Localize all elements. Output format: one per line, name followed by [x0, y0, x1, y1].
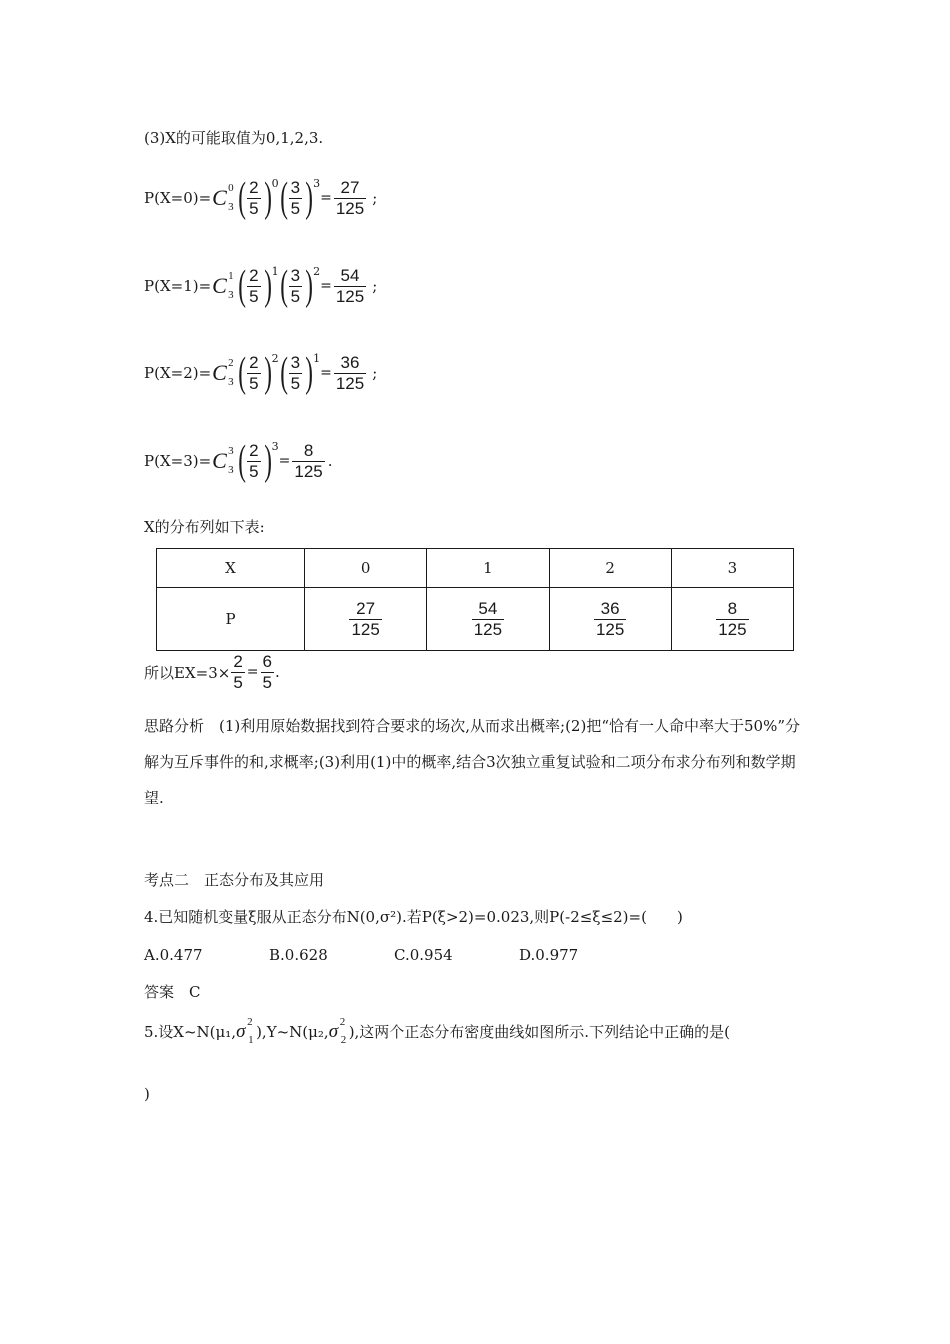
intro-line: (3)X的可能取值为0,1,2,3. [144, 129, 324, 147]
table-cell: 0 [305, 549, 427, 588]
table-cell: $\frac{27}{125}$ [305, 588, 427, 651]
prob-x2: P(X=2)= C 2 3 ( $\frac{2}{5}$ ) 2 ( $\frac{3}{5}$ ) 1 = $\frac{36}{125}$ ; [144, 350, 378, 396]
combination: C 0 3 [212, 182, 234, 213]
q4-option-a: A.0.477 [144, 946, 203, 964]
expectation-line: 所以EX=3× $\frac{2}{5}$ = $\frac{6}{5}$ . [144, 651, 280, 692]
paren-group: ( $\frac{3}{5}$ ) 3 [279, 175, 321, 221]
table-cell: $\frac{36}{125}$ [549, 588, 671, 651]
fraction: $\frac{3}{5}$ [290, 265, 301, 306]
fraction: $\frac{3}{5}$ [290, 177, 301, 218]
q4-option-b: B.0.628 [269, 946, 328, 964]
table-cell: $\frac{54}{125}$ [427, 588, 549, 651]
fraction: $\frac{2}{5}$ [249, 265, 259, 306]
table-row [157, 549, 794, 588]
prob-label: P(X=3)= [144, 452, 212, 470]
sigma-2: σ 2 2 [328, 1016, 347, 1046]
combination: C 3 3 [212, 445, 234, 476]
paren-group: ( $\frac{2}{5}$ ) 2 [238, 350, 279, 396]
fraction: $\frac{3}{5}$ [290, 352, 301, 393]
paren-group: ( $\frac{2}{5}$ ) 3 [238, 438, 279, 484]
result-fraction: $\frac{27}{125}$ [335, 177, 365, 218]
prob-x1: P(X=1)= C 1 3 ( $\frac{2}{5}$ ) 1 ( $\frac{3}{5}$ ) 2 = $\frac{54}{125}$ ; [144, 263, 378, 309]
combination: C 2 3 [212, 357, 234, 388]
fraction: $\frac{2}{5}$ [249, 440, 259, 481]
analysis-paragraph: 思路分析 (1)利用原始数据找到符合要求的场次,从而求出概率;(2)把“恰有一人命中率大于50%”分解为互斥事件的和,求概率;(3)利用(1)中的概率,结合3次独立重复试验和二项分布求分布列和数学期望. [144, 717, 800, 807]
sigma-1: σ 2 1 [236, 1016, 254, 1046]
combination: C 1 3 [212, 270, 234, 301]
prob-x3: P(X=3)= C 3 3 ( $\frac{2}{5}$ ) 3 = $\frac{8}{125}$ . [144, 438, 333, 484]
q5-close-paren: ) [144, 1085, 150, 1103]
result-fraction: $\frac{54}{125}$ [335, 265, 365, 306]
table-cell: $\frac{8}{125}$ [671, 588, 793, 651]
fraction: $\frac{2}{5}$ [249, 177, 259, 218]
q4-option-c: C.0.954 [394, 946, 453, 964]
paren-group: ( $\frac{2}{5}$ ) 0 [238, 175, 279, 221]
distribution-table [156, 548, 794, 651]
table-cell: X [157, 549, 305, 588]
q4-option-d: D.0.977 [519, 946, 579, 964]
question-5: 5.设X~N(μ₁,σ 2 1 ),Y~N(μ₂,σ 2 2 ),这两个正态分布密度曲线如图所示.下列结论中正确的是( [144, 1016, 730, 1046]
table-cell: 1 [427, 549, 549, 588]
question-4: 4.已知随机变量ξ服从正态分布N(0,σ²).若P(ξ>2)=0.023,则P(-2≤ξ≤2)=( ) [144, 908, 683, 926]
q4-answer: 答案 C [144, 983, 201, 1001]
result-fraction: $\frac{36}{125}$ [335, 352, 365, 393]
paren-group: ( $\frac{2}{5}$ ) 1 [238, 263, 279, 309]
prob-label: P(X=2)= [144, 364, 212, 382]
paren-group: ( $\frac{3}{5}$ ) 1 [279, 350, 321, 396]
paren-group: ( $\frac{3}{5}$ ) 2 [279, 263, 321, 309]
table-cell: 3 [671, 549, 793, 588]
table-cell: P [157, 588, 305, 651]
table-cell: 2 [549, 549, 671, 588]
prob-label: P(X=0)= [144, 189, 212, 207]
prob-x0: P(X=0)= C 0 3 ( $\frac{2}{5}$ ) 0 ( $\frac{3}{5}$ ) 3 = $\frac{27}{125}$ ; [144, 175, 378, 221]
table-caption: X的分布列如下表: [144, 518, 265, 536]
fraction: $\frac{2}{5}$ [249, 352, 259, 393]
result-fraction: $\frac{8}{125}$ [294, 440, 323, 481]
prob-label: P(X=1)= [144, 277, 212, 295]
section-title: 考点二 正态分布及其应用 [144, 871, 325, 889]
table-row [157, 588, 794, 651]
